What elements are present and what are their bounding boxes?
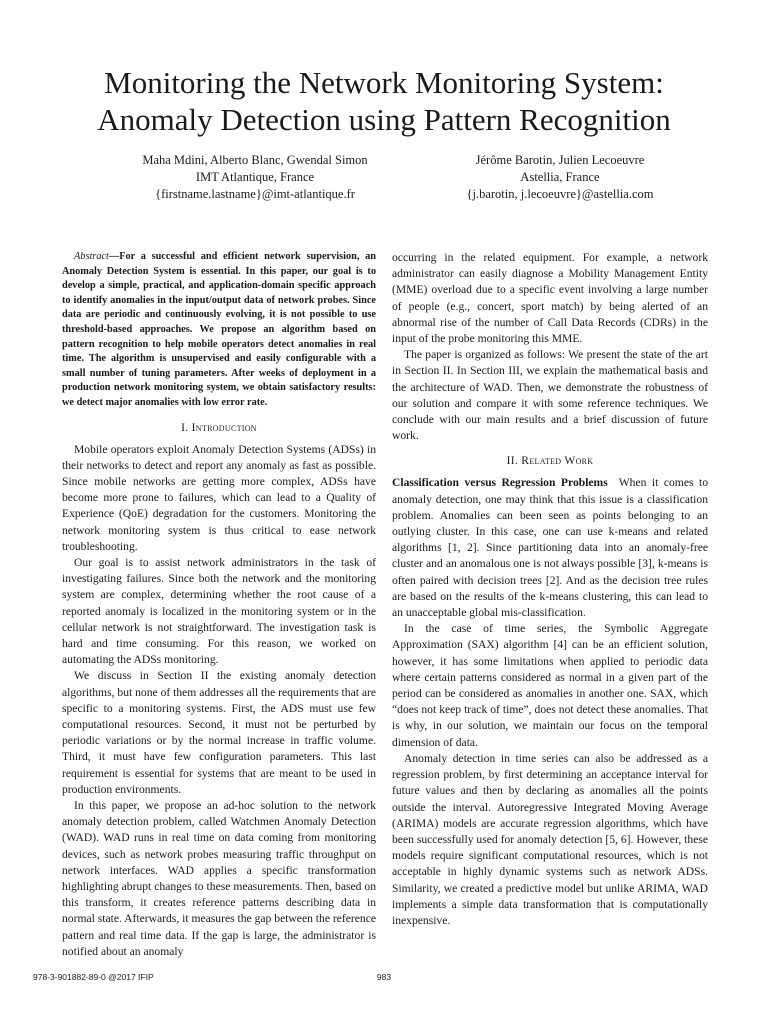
intro-paragraph-4-continued: occurring in the related equipment. For example, a network administrator can easily diagnose a Mobility Management Entity (MME) overload due to a specific event involving a large number of people (e.g., concert, sport match) by being alerted of an abnormal rise of the number of Call Data Records (CDRs) in the input of the probe monitoring this MME.	[392, 251, 708, 346]
section-heading-related-work: II. Related Work	[506, 454, 594, 468]
footer-isbn: 978-3-901882-89-0 @2017 IFIP	[33, 972, 154, 982]
author-email: {j.barotin, j.lecoeuvre}@astellia.com	[466, 187, 654, 201]
intro-paragraph-4: In this paper, we propose an ad-hoc solution to the network anomaly detection problem, called Watchmen Anomaly Detection (WAD). WAD runs in real time on data coming from monitoring devices, such as network probes measuring traffic throughput on network interfaces. WAD applies a specific transformation highlighting abrupt changes to these measurements. Then, based on this transform, it creates reference patterns describing data in normal state. Afterwards, it measures the gap between the reference pattern and real time data. If the gap is large, the administrator is notified about an anomaly	[62, 799, 376, 958]
intro-paragraph-3: We discuss in Section II the existing anomaly detection algorithms, but none of them addresses all the requirements that are specific to a monitoring systems. First, the ADS must use few computational resources. Second, it must not be perturbed by periodic variations or by the normal increase in traffic volume. Third, it must have few configuration parameters. This last requirement is essential for systems that are meant to be used in production environments.	[62, 669, 376, 796]
author-block-astellia	[395, 152, 725, 203]
left-column	[62, 250, 376, 960]
related-paragraph-1	[392, 475, 708, 621]
abstract	[62, 250, 376, 411]
related-paragraph-2: In the case of time series, the Symbolic Aggregate Approximation (SAX) algorithm [4] can be an efficient solution, however, it has some limitations when applied to periodic data where certain patterns considered as normal in a given part of the period can be considered as anomalies in another one. SAX, which “does not keep track of time”, does not detect these anomalies. That is why, in our solution, we maintain our focus on the temporal dimension of data.	[392, 622, 708, 749]
related-paragraph-1-text: When it comes to anomaly detection, one may think that this issue is a classification problem. Anomalies can been seen as points belonging to an outlying cluster. In this case, one can use k-means and related algorithms [1, 2]. Since partitioning data into an anomaly-free cluster and an anomalous one is not always possible [3], k-means is often paired with decision trees [2]. And as the decision tree rules are based on the results of the k-means clustering, this can lead to an unacceptable global mis-classification.	[392, 476, 708, 620]
abstract-label: Abstract	[74, 251, 109, 262]
intro-paragraph-5: The paper is organized as follows: We present the state of the art in Section II. In Section III, we explain the mathematical basis and the architecture of WAD. Then, we demonstrate the robustness of our solution and compare it with some reference techniques. We conclude with our main results and a brief discussion of future work.	[392, 348, 708, 443]
intro-paragraph-1: Mobile operators exploit Anomaly Detection Systems (ADSs) in their networks to detect and report any anomaly as fast as possible. Since mobile networks are getting more complex, ADSs have become more prone to failures, which can lead to a Quality of Experience (QoE) degradation for the customers. Monitoring the network monitoring system is thus critical to ease network troubleshooting.	[62, 442, 376, 553]
author-affiliation: Astellia, France	[520, 170, 600, 184]
author-block-imt	[90, 152, 420, 203]
author-names: Jérôme Barotin, Julien Lecoeuvre	[475, 153, 645, 167]
paper-title-line-1: Monitoring the Network Monitoring System:	[104, 65, 664, 100]
author-email: {firstname.lastname}@imt-atlantique.fr	[155, 187, 355, 201]
author-affiliation: IMT Atlantique, France	[195, 170, 315, 184]
section-heading-introduction: I. Introduction	[181, 420, 257, 434]
intro-paragraph-2: Our goal is to assist network administrators in the task of investigating failures. Since both the network and the monitoring system are complex, determining whether the root cause of a reported anomaly is localized in the monitoring system or in the cellular network is not straightforward. The investigation task is hard and time consuming. For this reason, we worked on automating the ADSs monitoring.	[62, 555, 376, 667]
right-column	[392, 250, 708, 929]
paper-title-line-2: Anomaly Detection using Pattern Recognition	[97, 102, 671, 137]
related-paragraph-3: Anomaly detection in time series can also be addressed as a regression problem, by first determining an acceptance interval for future values and then by declaring as anomalies all the points outside the interval. Autoregressive Integrated Moving Average (ARIMA) models are accurate regression algorithms, which have been successfully used for anomaly detection [5, 6]. However, these models require significant computational resources, which is not acceptable in highly dynamic systems such as network ADSs. Similarity, we created a predictive model but unlike ARIMA, WAD implements a simple data transformation that is computationally inexpensive.	[392, 751, 708, 927]
abstract-text: —For a successful and efficient network supervision, an Anomaly Detection System is essential. In this paper, our goal is to develop a simple, practical, and application-domain specific approach to identify anomalies in the input/output data of network probes. Since data are periodic and continuously evolving, it is not possible to use threshold-based approaches. We propose an algorithm based on pattern recognition to help mobile operators detect anomalies in real time. The algorithm is unsupervised and easily configurable with a small number of tuning parameters. After weeks of deployment in a production network monitoring system, we obtain satisfactory results: we detect major anomalies with low error rate.	[62, 251, 376, 408]
paragraph-heading: Classification versus Regression Problems	[392, 476, 608, 490]
author-names: Maha Mdini, Alberto Blanc, Gwendal Simon	[142, 153, 368, 167]
footer-page-number: 983	[376, 972, 392, 982]
